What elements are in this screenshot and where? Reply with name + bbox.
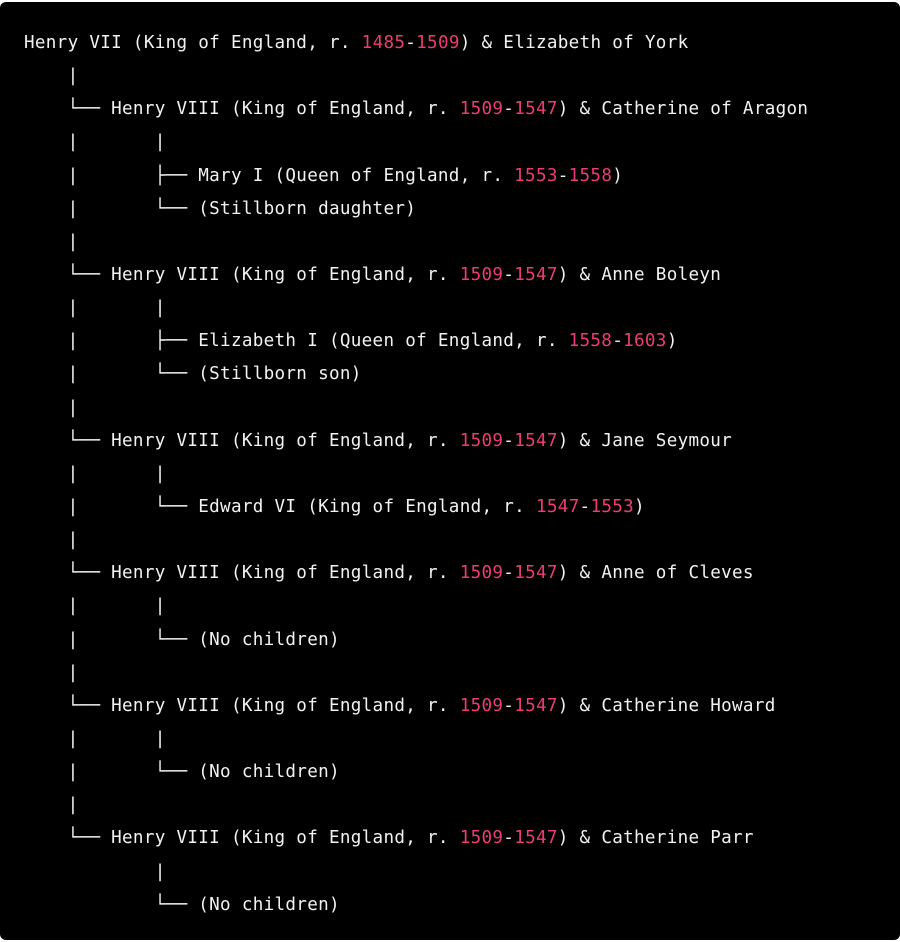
tree-text: └── Henry VIII (King of England, r. xyxy=(24,264,460,285)
tree-text: | ├── Elizabeth I (Queen of England, r. xyxy=(24,331,569,352)
tree-line xyxy=(24,590,900,623)
tree-line xyxy=(24,325,900,358)
reign-year: 1553 xyxy=(590,496,635,517)
tree-line xyxy=(24,789,900,822)
tree-line xyxy=(24,259,900,292)
reign-year: 1547 xyxy=(514,264,558,285)
tree-line xyxy=(24,491,900,524)
tree-line xyxy=(24,458,900,491)
reign-year: 1509 xyxy=(459,99,504,120)
tree-text: - xyxy=(503,99,515,120)
tree-text: - xyxy=(503,264,515,285)
tree-text: - xyxy=(503,430,515,451)
tree-text: | └── (No children) xyxy=(24,762,340,783)
tree-line xyxy=(24,624,900,657)
tree-text: ) & Catherine of Aragon xyxy=(557,99,809,120)
tree-line xyxy=(24,425,900,458)
tree-text: └── Henry VIII (King of England, r. xyxy=(24,563,460,584)
reign-year: 1553 xyxy=(514,165,558,186)
tree-text: ) xyxy=(612,165,624,186)
tree-text: | └── (No children) xyxy=(24,629,340,650)
reign-year: 1509 xyxy=(416,33,460,53)
reign-year: 1558 xyxy=(568,165,613,186)
tree-text: | └── (Stillborn son) xyxy=(24,364,362,385)
tree-text: - xyxy=(503,563,515,584)
tree-line xyxy=(24,226,900,259)
tree-text: ) & Anne Boleyn xyxy=(557,264,722,285)
tree-line xyxy=(24,126,900,159)
tree-text: └── Henry VIII (King of England, r. xyxy=(24,828,460,849)
tree-text: - xyxy=(579,496,591,517)
reign-year: 1485 xyxy=(361,33,406,53)
tree-text: | | xyxy=(24,728,166,749)
tree-text: └── (No children) xyxy=(24,894,340,915)
tree-line xyxy=(24,690,900,723)
tree-text: ) & Jane Seymour xyxy=(557,430,733,451)
tree-line xyxy=(24,889,900,922)
tree-line xyxy=(24,856,900,889)
tree-text: ) xyxy=(634,496,645,517)
reign-year: 1547 xyxy=(514,563,558,584)
tree-text: | xyxy=(24,795,79,816)
reign-year: 1509 xyxy=(459,828,504,849)
reign-year: 1509 xyxy=(459,430,504,451)
reign-year: 1509 xyxy=(459,264,504,285)
tree-line xyxy=(24,756,900,789)
tree-text: | ├── Mary I (Queen of England, r. xyxy=(24,165,515,186)
tree-text: | xyxy=(24,397,79,418)
tree-text: | xyxy=(24,861,166,882)
tree-text: | xyxy=(24,530,79,551)
tree-text: ) & Anne of Cleves xyxy=(557,563,754,584)
tree-text: | | xyxy=(24,463,166,484)
tree-line xyxy=(24,557,900,590)
tree-line xyxy=(24,292,900,325)
reign-year: 1509 xyxy=(459,563,504,584)
tree-line xyxy=(24,60,900,93)
tree-text: | | xyxy=(24,596,166,617)
tree-text: | └── Edward VI (King of England, r. xyxy=(24,496,536,517)
tree-text: | xyxy=(24,662,79,683)
tree-text: └── Henry VIII (King of England, r. xyxy=(24,430,460,451)
tree-line xyxy=(24,93,900,126)
tree-text: ) & Elizabeth of York xyxy=(459,33,689,53)
reign-year: 1509 xyxy=(459,695,504,716)
tree-line xyxy=(24,160,900,193)
tree-line xyxy=(24,822,900,855)
tree-text: | └── (Stillborn daughter) xyxy=(24,198,417,219)
tree-text: - xyxy=(503,695,515,716)
reign-year: 1547 xyxy=(535,496,580,517)
tree-text: | xyxy=(24,66,79,87)
family-tree-code-block xyxy=(0,2,900,940)
reign-year: 1603 xyxy=(623,331,667,352)
tree-line xyxy=(24,27,900,60)
tree-text: └── Henry VIII (King of England, r. xyxy=(24,695,460,716)
tree-text: | xyxy=(24,231,79,252)
reign-year: 1547 xyxy=(514,828,558,849)
tree-text: | | xyxy=(24,132,166,153)
tree-line xyxy=(24,392,900,425)
tree-text: ) & Catherine Parr xyxy=(557,828,754,849)
tree-text: Henry VII (King of England, r. xyxy=(24,33,362,53)
tree-line xyxy=(24,358,900,391)
tree-text: ) & Catherine Howard xyxy=(557,695,776,716)
tree-text: - xyxy=(405,33,417,53)
tree-line xyxy=(24,193,900,226)
reign-year: 1547 xyxy=(514,695,558,716)
reign-year: 1558 xyxy=(568,331,613,352)
tree-text: - xyxy=(612,331,624,352)
family-tree xyxy=(24,27,900,922)
tree-text: ) xyxy=(666,331,678,352)
tree-line xyxy=(24,657,900,690)
reign-year: 1547 xyxy=(514,99,558,120)
reign-year: 1547 xyxy=(514,430,558,451)
tree-text: - xyxy=(503,828,515,849)
tree-line xyxy=(24,524,900,557)
tree-text: - xyxy=(557,165,569,186)
tree-text: └── Henry VIII (King of England, r. xyxy=(24,99,460,120)
tree-line xyxy=(24,723,900,756)
tree-text: | | xyxy=(24,298,166,319)
